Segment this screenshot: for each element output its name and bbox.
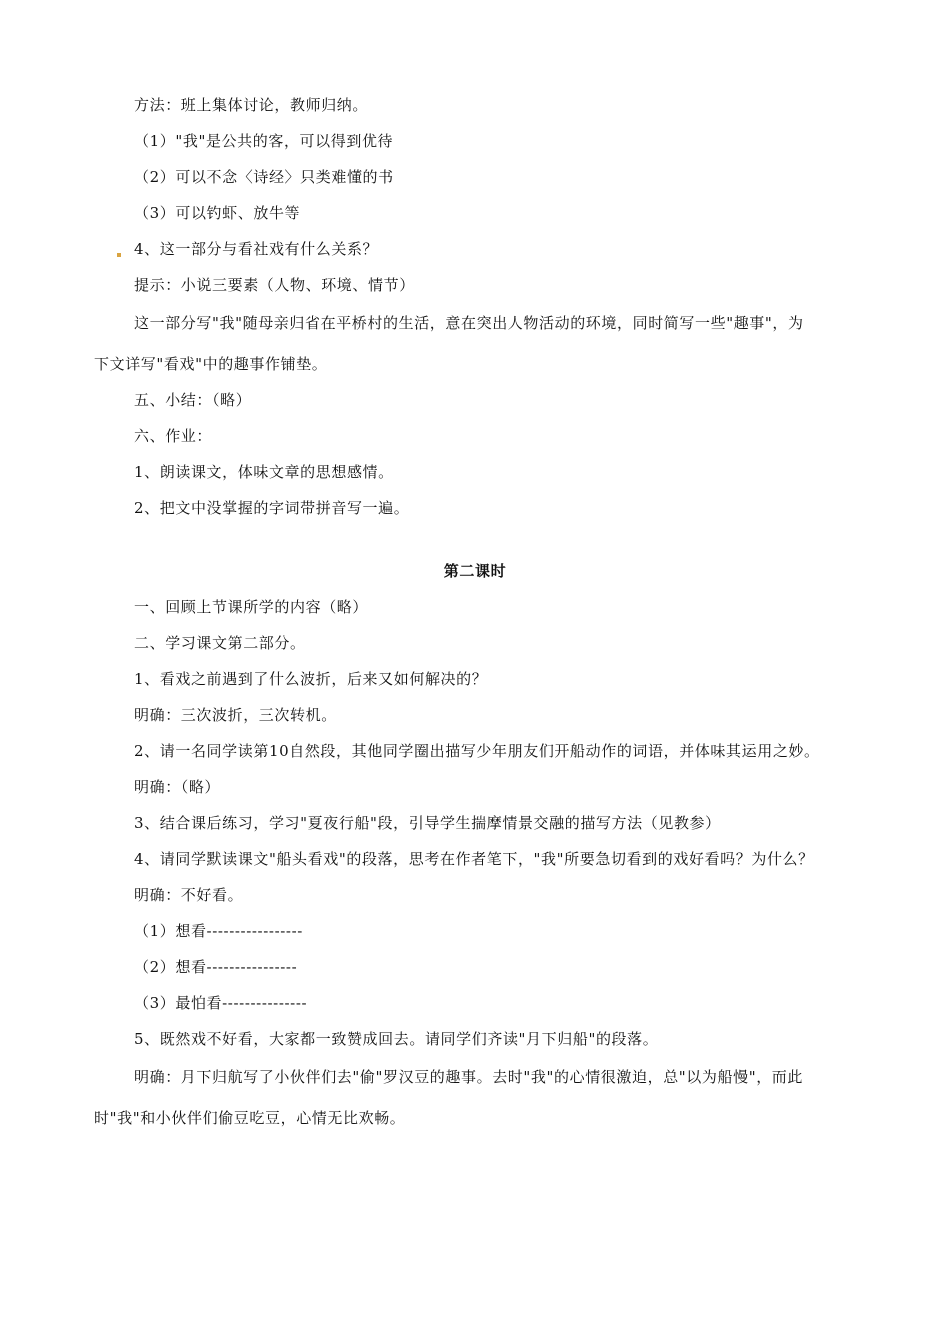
answer-5-line-2: 时"我"和小伙伴们偷豆吃豆，心情无比欢畅。	[94, 1109, 406, 1127]
homework-item-2: 2、把文中没掌握的字词带拼音写一遍。	[134, 499, 410, 517]
method-line: 方法：班上集体讨论，教师归纳。	[134, 96, 369, 114]
paragraph-line-1: 这一部分写"我"随母亲归省在平桥村的生活，意在突出人物活动的环境，同时简写一些"趣事"，为	[134, 314, 804, 332]
point-1: （1）"我"是公共的客，可以得到优待	[134, 132, 394, 150]
question-4b: 4、请同学默读课文"船头看戏"的段落，思考在作者笔下，"我"所要急切看到的戏好看吗？为什么？	[134, 850, 814, 868]
question-1: 1、看戏之前遇到了什么波折，后来又如何解决的？	[134, 670, 488, 688]
point-3: （3）可以钓虾、放牛等	[134, 204, 301, 222]
point-2: （2）可以不念〈诗经〉只类难懂的书	[134, 168, 394, 186]
question-3: 3、结合课后练习，学习"夏夜行船"段，引导学生揣摩情景交融的描写方法（见教参）	[134, 814, 721, 832]
list-item-2: （2）想看----------------	[134, 958, 298, 976]
paragraph-line-2: 下文详写"看戏"中的趣事作铺垫。	[94, 355, 328, 373]
step-2: 二、学习课文第二部分。	[134, 634, 306, 652]
question-4: 4、这一部分与看社戏有什么关系？	[134, 240, 379, 258]
answer-2: 明确：（略）	[134, 778, 221, 796]
answer-1: 明确：三次波折，三次转机。	[134, 706, 337, 724]
homework-heading: 六、作业：	[134, 427, 213, 445]
marker-dot	[117, 253, 121, 257]
answer-4: 明确：不好看。	[134, 886, 244, 904]
homework-item-1: 1、朗读课文，体味文章的思想感情。	[134, 463, 394, 481]
question-5: 5、既然戏不好看，大家都一致赞成回去。请同学们齐读"月下归船"的段落。	[134, 1030, 659, 1048]
question-2: 2、请一名同学读第10自然段，其他同学圈出描写少年朋友们开船动作的词语，并体味其运用之妙。	[134, 742, 820, 760]
hint-line: 提示：小说三要素（人物、环境、情节）	[134, 276, 415, 294]
list-item-1: （1）想看-----------------	[134, 922, 303, 940]
list-item-3: （3）最怕看---------------	[134, 994, 308, 1012]
section-title: 第二课时	[443, 562, 507, 580]
step-1: 一、回顾上节课所学的内容（略）	[134, 598, 369, 616]
answer-5-line-1: 明确：月下归航写了小伙伴们去"偷"罗汉豆的趣事。去时"我"的心情很激迫，总"以为船慢"，而此	[134, 1068, 804, 1086]
summary-heading: 五、小结：（略）	[134, 391, 252, 409]
